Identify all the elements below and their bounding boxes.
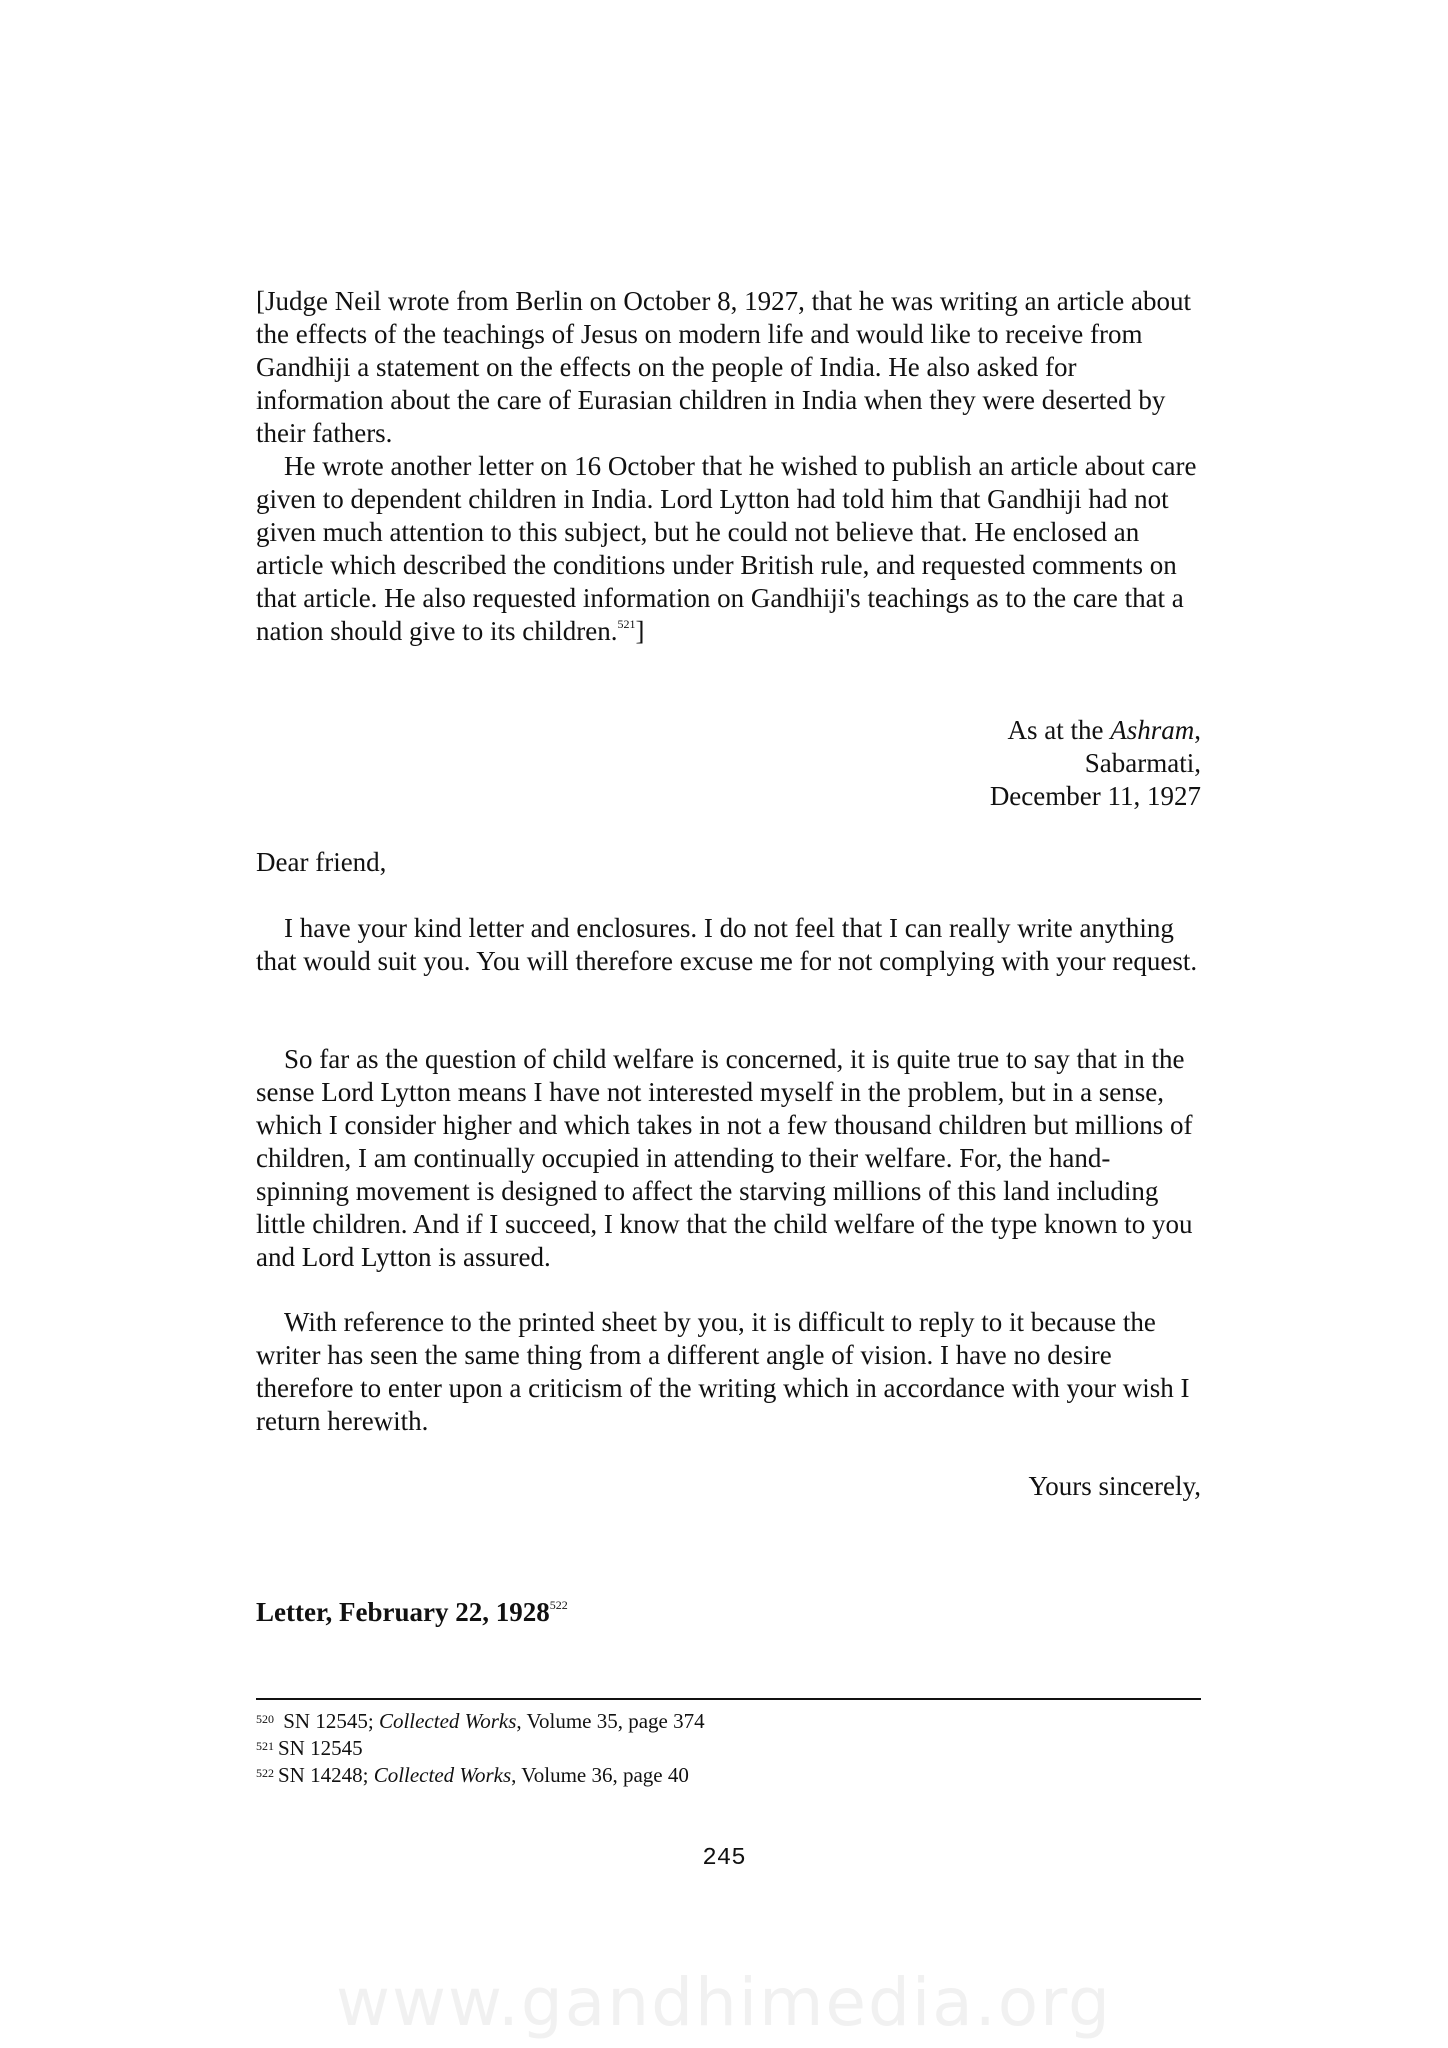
address-line-1 — [900, 714, 1201, 747]
footnote-520 — [256, 1708, 1201, 1735]
footnote-522 — [256, 1762, 1201, 1789]
footnote-text: SN 14248; — [278, 1763, 374, 1787]
address-ashram: Ashram — [1110, 715, 1195, 745]
watermark: www.gandhimedia.org — [336, 1964, 1112, 2041]
address-line-1-prefix: As at the — [1007, 715, 1111, 745]
address-date: December 11, 1927 — [989, 781, 1201, 811]
footnote-italic: Collected Works — [378, 1709, 517, 1733]
footnote-521 — [256, 1735, 1201, 1762]
closing — [900, 1470, 1201, 1503]
footnote-number: 522 — [256, 1766, 274, 1780]
footnote-divider — [256, 1698, 1201, 1700]
footnotes — [256, 1708, 1201, 1789]
footnote-italic: Collected Works — [373, 1763, 512, 1787]
intro-paragraph-1: [Judge Neil wrote from Berlin on October 8, 1927, that he was writing an article about the effects of the teachings of Jesus on modern life and would like to receive from Gandhiji a statement on the effects on the people of India. He also asked for information about the care of Eurasian children in India when they were deserted by their fathers. — [256, 286, 1191, 448]
next-letter-heading — [256, 1596, 568, 1629]
footnote-ref-522[interactable]: 522 — [549, 1598, 568, 1612]
address-line-2: Sabarmati, — [1084, 748, 1201, 778]
footnote-text: SN 12545; — [278, 1709, 379, 1733]
footnote-text-end: , Volume 35, page 374 — [516, 1709, 705, 1733]
address-block — [900, 714, 1201, 813]
footnote-number: 521 — [256, 1739, 274, 1753]
letter-paragraph-3: With reference to the printed sheet by you, it is difficult to reply to it because the writer has seen the same thing from a different angle of vision. I have no desire therefore to enter upon a criticism of the writing which in accordance with your wish I return herewith. — [256, 1307, 1190, 1436]
letter-paragraph-2: So far as the question of child welfare is concerned, it is quite true to say that in the sense Lord Lytton means I have not interested myself in the problem, but in a sense, which I consider higher and which takes in not a few thousand children but millions of children, I am continually occupied in attending to their welfare. For, the hand-spinning movement is designed to affect the starving millions of this land including little children. And if I succeed, I know that the child welfare of the type known to you and Lord Lytton is assured. — [256, 1044, 1193, 1272]
next-letter-heading-text: Letter, February 22, 1928 — [256, 1597, 550, 1627]
letter-paragraph-1: I have your kind letter and enclosures. I do not feel that I can really write anything that would suit you. You will therefore excuse me for not complying with your request. — [256, 913, 1198, 976]
intro-paragraph-2 — [256, 450, 1201, 648]
intro-paragraph-2-text: He wrote another letter on 16 October that he wished to publish an article about care given to dependent children in India. Lord Lytton had told him that Gandhiji had not given much attention to this subject, but he could not believe that. He enclosed an article which described the conditions under British rule, and requested comments on that article. He also requested information on Gandhiji's teachings as to the care that a nation should give to its children. — [256, 451, 1197, 646]
intro-close-bracket: ] — [635, 616, 645, 646]
footnote-ref-521[interactable]: 521 — [617, 617, 636, 631]
page-number: 245 — [702, 1845, 746, 1872]
footnote-text-end: , Volume 36, page 40 — [511, 1763, 689, 1787]
closing-text: Yours sincerely, — [1028, 1471, 1201, 1501]
footnote-text: SN 12545 — [278, 1736, 363, 1760]
salutation: Dear friend, — [256, 847, 387, 877]
footnote-number: 520 — [256, 1712, 274, 1726]
address-line-1-suffix: , — [1194, 715, 1201, 745]
